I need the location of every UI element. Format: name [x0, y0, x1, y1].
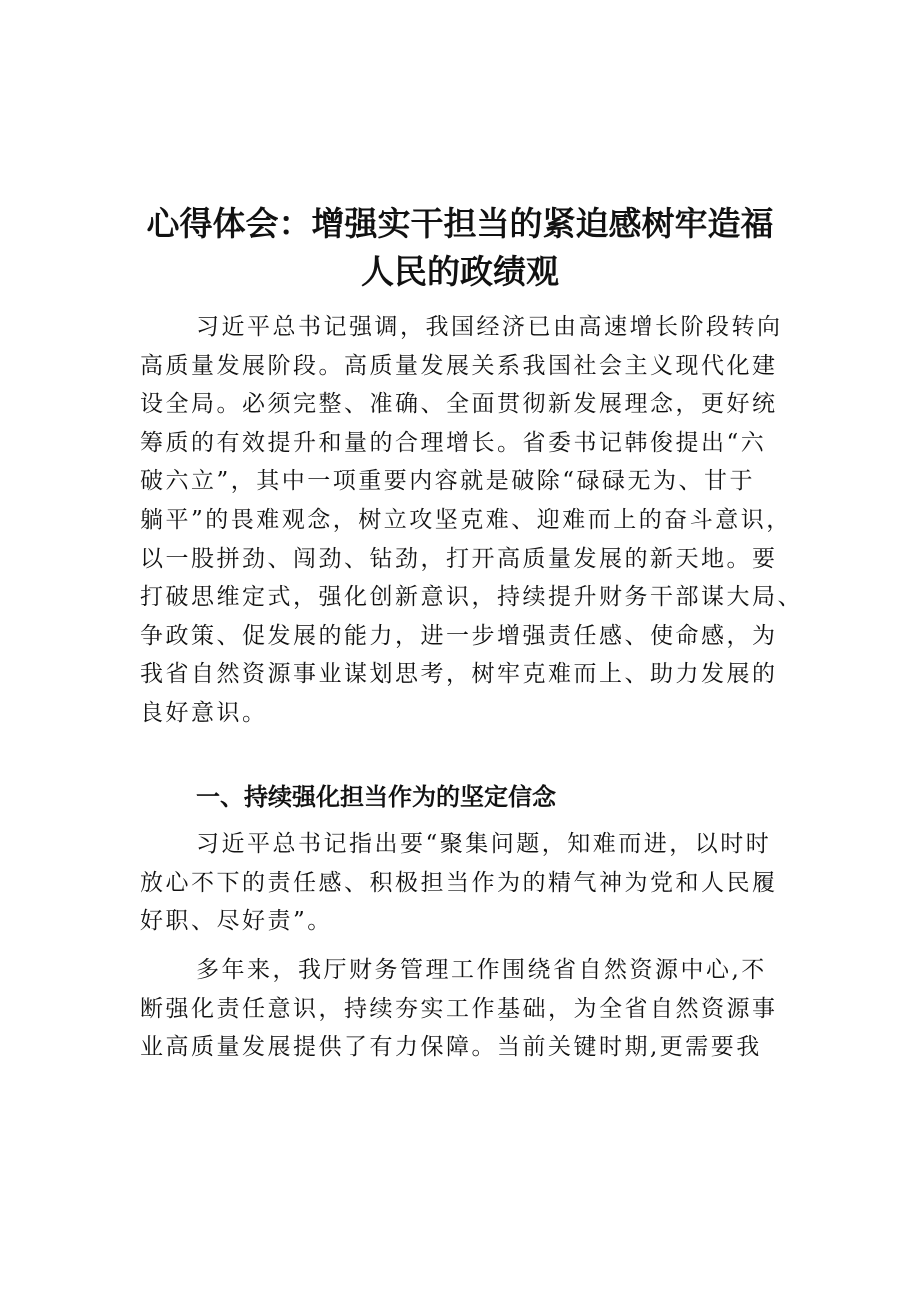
paragraph-line: 筹质的有效提升和量的合理增长。省委书记韩俊提出“六: [140, 429, 767, 456]
paragraph-section1-quote: [140, 825, 800, 941]
paragraph-section1-body: [140, 951, 800, 1067]
paragraph-line: 断强化责任意识，持续夯实工作基础，为全省自然资源事: [140, 995, 778, 1022]
paragraph-line: 习近平总书记指出要“聚集问题，知难而进，以时时: [196, 831, 772, 857]
paragraph-line: 躺平”的畏难观念，树立攻坚克难、迎难而上的奋斗意识，: [140, 506, 792, 533]
paragraph-line: 破六立”，其中一项重要内容就是破除“碌碌无为、甘于: [140, 468, 756, 495]
document-title-line-1: 心得体会：增强实干担当的紧迫感树牢造福: [146, 204, 774, 243]
paragraph-line: 良好意识。: [140, 699, 268, 726]
paragraph-line: 好职、尽好责”。: [140, 908, 333, 935]
paragraph-line: 放心不下的责任感、积极担当作为的精气神为党和人民履: [140, 869, 778, 896]
document-title-line-2: 人民的政绩观: [361, 252, 559, 291]
section-heading-1: 一、持续强化担当作为的坚定信念: [196, 783, 556, 811]
paragraph-line: 以一股拼劲、闯劲、钻劲，打开高质量发展的新天地。要: [140, 545, 778, 572]
paragraph-line: 争政策、促发展的能力，进一步增强责任感、使命感，为: [140, 622, 778, 649]
paragraph-line: 习近平总书记强调，我国经济已由高速增长阶段转向: [196, 314, 783, 340]
paragraph-line: 我省自然资源事业谋划思考，树牢克难而上、助力发展的: [140, 661, 778, 688]
paragraph-line: 打破思维定式，强化创新意识，持续提升财务干部谋大局、: [140, 584, 803, 611]
paragraph-line: 高质量发展阶段。高质量发展关系我国社会主义现代化建: [140, 352, 778, 379]
paragraph-line: 业高质量发展提供了有力保障。当前关键时期,更需要我: [140, 1034, 762, 1061]
paragraph-line: 多年来，我厅财务管理工作围绕省自然资源中心,不: [196, 957, 767, 983]
paragraph-intro: [140, 308, 803, 733]
paragraph-line: 设全局。必须完整、准确、全面贯彻新发展理念，更好统: [140, 391, 778, 418]
